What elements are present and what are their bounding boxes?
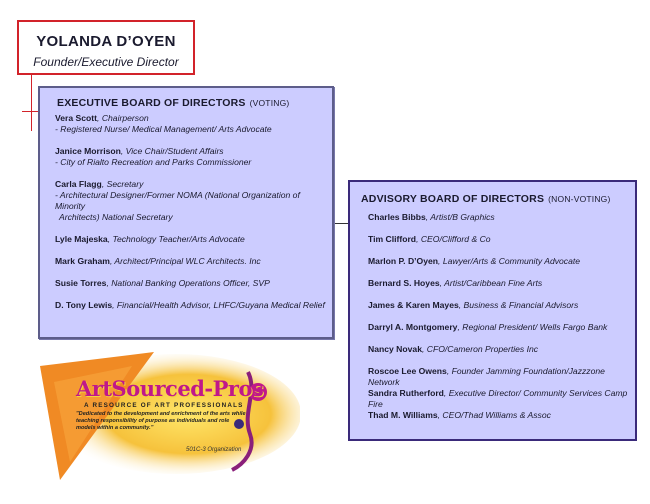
advisor-name: Tim Clifford (368, 234, 417, 244)
advisor-name: Bernard S. Hoyes (368, 278, 440, 288)
advisor-role: , Regional President/ Wells Fargo Bank (457, 322, 608, 332)
advisor (368, 234, 636, 256)
advisor (368, 388, 636, 410)
advisor-role: , CFO/Cameron Properties Inc (421, 344, 539, 354)
advisor-name: Darryl A. Montgomery (368, 322, 458, 332)
advisor (368, 366, 636, 388)
executive-board-tag: (VOTING) (249, 98, 290, 108)
executive-board-title: EXECUTIVE BOARD OF DIRECTORS (57, 97, 246, 109)
member-detail: - Registered Nurse/ Medical Management/ Arts Advocate (55, 124, 272, 134)
logo-org-type: 501C-3 Organization (186, 447, 242, 453)
advisor (368, 410, 636, 432)
advisor-name: Nancy Novak (368, 344, 422, 354)
artsourced-pros-logo (36, 352, 300, 482)
member-role: , National Banking Operations Officer, SVP (106, 278, 270, 288)
advisor-name: James & Karen Mayes (368, 300, 459, 310)
advisor-role: , CEO/Clifford & Co (416, 234, 491, 244)
member-detail-continued: Architects) National Secretary (59, 212, 173, 222)
advisor-role: , Artist/Caribbean Fine Arts (439, 278, 543, 288)
member-role: , Financial/Health Advisor, LHFC/Guyana Medical Relief (112, 300, 325, 310)
board-member (55, 146, 327, 168)
member-name: Janice Morrison (55, 146, 121, 156)
board-member (55, 179, 327, 223)
advisor-role: , Lawyer/Arts & Community Advocate (438, 256, 581, 266)
member-role: , Vice Chair/Student Affairs (120, 146, 224, 156)
founder-title: Founder/Executive Director (33, 55, 179, 69)
board-member (55, 278, 327, 289)
advisor (368, 300, 636, 322)
advisory-board-tag: (NON-VOTING) (548, 194, 611, 204)
advisor (368, 212, 636, 234)
advisory-board-title: ADVISORY BOARD OF DIRECTORS (361, 193, 545, 205)
executive-board-heading (57, 97, 289, 109)
member-role: , Secretary (101, 179, 144, 189)
advisor-name: Thad M. Williams (368, 410, 438, 420)
advisor (368, 344, 636, 366)
advisor-role: , CEO/Thad Williams & Assoc (437, 410, 551, 420)
connector-line-founder-vertical (31, 75, 32, 131)
member-detail: - Architectural Designer/Former NOMA (National Organization of Minority (55, 190, 300, 211)
board-member (55, 113, 327, 135)
founder-box (17, 20, 195, 75)
logo-subtitle: A RESOURCE OF ART PROFESSIONALS (84, 402, 244, 409)
member-name: Susie Torres (55, 278, 107, 288)
advisory-board-box (348, 180, 637, 441)
board-member (55, 256, 327, 267)
logo-title: ArtSourced-Pros (76, 376, 264, 401)
advisory-board-heading (361, 193, 611, 205)
member-name: D. Tony Lewis (55, 300, 113, 310)
founder-name: YOLANDA D’OYEN (36, 33, 176, 50)
member-role: , Chairperson (97, 113, 149, 123)
member-name: Vera Scott (55, 113, 98, 123)
board-member (55, 234, 327, 245)
advisor-name: Roscoe Lee Owens (368, 366, 447, 376)
advisor (368, 256, 636, 278)
advisor (368, 322, 636, 344)
member-name: Lyle Majeska (55, 234, 108, 244)
member-name: Mark Graham (55, 256, 110, 266)
member-name: Carla Flagg (55, 179, 102, 189)
advisor-name: Marlon P. D’Oyen (368, 256, 439, 266)
board-member (55, 300, 327, 311)
executive-board-list (55, 113, 327, 322)
member-role: , Architect/Principal WLC Architects. Inc (109, 256, 261, 266)
advisor-role: , Artist/B Graphics (425, 212, 495, 222)
member-role: , Technology Teacher/Arts Advocate (107, 234, 245, 244)
logo-tagline: "Dedicated to the development and enrichment of the arts while teaching responsibility of purpose as individuals and role models within a community." (76, 411, 246, 431)
advisor-role: , Executive Director/ Community Services Camp Fire (368, 388, 628, 409)
advisor-role: , Founder Jamming Foundation/Jazzzone Network (368, 366, 605, 387)
advisor-name: Charles Bibbs (368, 212, 426, 222)
advisor-role: , Business & Financial Advisors (458, 300, 579, 310)
advisory-board-list (368, 212, 636, 432)
advisor (368, 278, 636, 300)
member-detail: - City of Rialto Recreation and Parks Commissioner (55, 157, 252, 167)
executive-board-box (38, 86, 334, 339)
advisor-name: Sandra Rutherford (368, 388, 444, 398)
